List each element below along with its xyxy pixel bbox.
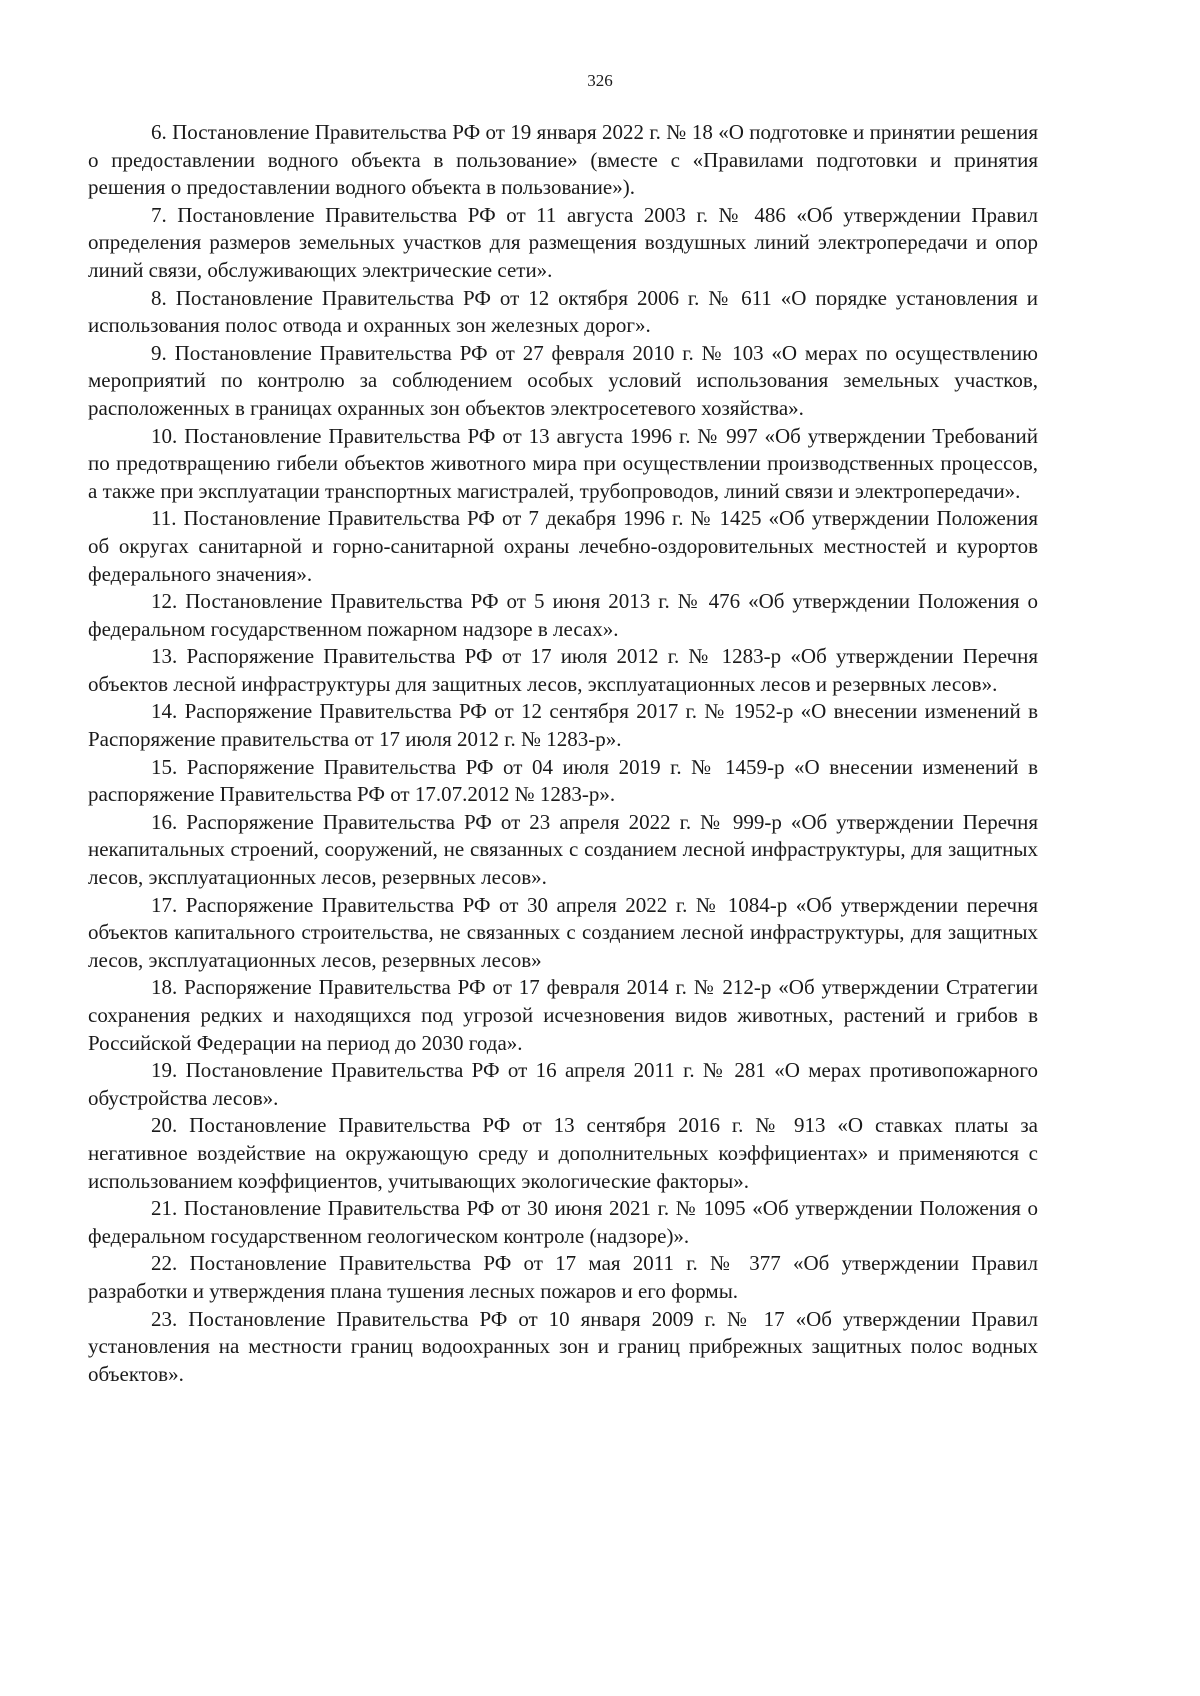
list-item: 8. Постановление Правительства РФ от 12 октября 2006 г. № 611 «О порядке установления и использования полос отвода и охранных зон железных дорог». bbox=[88, 285, 1038, 338]
list-item: 18. Распоряжение Правительства РФ от 17 февраля 2014 г. № 212-р «Об утверждении Стратегии сохранения редких и находящихся под угрозой исчезновения видов животных, растений и грибов в Российской Федерации на период до 2030 года». bbox=[88, 975, 1038, 1055]
list-item: 13. Распоряжение Правительства РФ от 17 июля 2012 г. № 1283-р «Об утверждении Перечня объектов лесной инфраструктуры для защитных лесов, эксплуатационных лесов и резервных лесов». bbox=[88, 644, 1038, 696]
list-item: 9. Постановление Правительства РФ от 27 февраля 2010 г. № 103 «О мерах по осуществлению мероприятий по контролю за соблюдением особых условий использования земельных участков, расположенных в границах охранных зон объектов электросетевого хозяйства». bbox=[88, 340, 1038, 420]
list-item: 17. Распоряжение Правительства РФ от 30 апреля 2022 г. № 1084-р «Об утверждении перечня объектов капитального строительства, не связанных с созданием лесной инфраструктуры, для защитных лесов, эксплуатационных лесов, резервных лесов» bbox=[88, 892, 1038, 972]
list-item: 12. Постановление Правительства РФ от 5 июня 2013 г. № 476 «Об утверждении Положения о федеральном государственном пожарном надзоре в лесах». bbox=[88, 589, 1038, 641]
list-item: 22. Постановление Правительства РФ от 17 мая 2011 г. № 377 «Об утверждении Правил разработки и утверждения плана тушения лесных пожаров и его формы. bbox=[88, 1251, 1038, 1303]
list-item: 19. Постановление Правительства РФ от 16 апреля 2011 г. № 281 «О мерах противопожарного обустройства лесов». bbox=[88, 1058, 1038, 1110]
page-number: 326 bbox=[587, 71, 613, 90]
list-item: 10. Постановление Правительства РФ от 13 августа 1996 г. № 997 «Об утверждении Требований по предотвращению гибели объектов животного мира при осуществлении производственных процессов, а также при эксплуатации транспортных магистралей, трубопроводов, линий связи и электропередачи». bbox=[88, 423, 1038, 503]
list-item: 23. Постановление Правительства РФ от 10 января 2009 г. № 17 «Об утверждении Правил установления на местности границ водоохранных зон и границ прибрежных защитных полос водных объектов». bbox=[88, 1306, 1038, 1386]
list-item: 7. Постановление Правительства РФ от 11 августа 2003 г. № 486 «Об утверждении Правил определения размеров земельных участков для размещения воздушных линий электропередачи и опор линий связи, обслуживающих электрические сети». bbox=[88, 202, 1038, 282]
references-list bbox=[88, 119, 1038, 1388]
list-item: 15. Распоряжение Правительства РФ от 04 июля 2019 г. № 1459-р «О внесении изменений в распоряжение Правительства РФ от 17.07.2012 № 1283-р». bbox=[88, 754, 1038, 807]
list-item: 6. Постановление Правительства РФ от 19 января 2022 г. № 18 «О подготовке и принятии решения о предоставлении водного объекта в пользование» (вместе с «Правилами подготовки и принятия решения о предоставлении водного объекта в пользование»). bbox=[88, 120, 1038, 200]
list-item: 11. Постановление Правительства РФ от 7 декабря 1996 г. № 1425 «Об утверждении Положения об округах санитарной и горно-санитарной охраны лечебно-оздоровительных местностей и курортов федерального значения». bbox=[88, 506, 1038, 586]
list-item: 14. Распоряжение Правительства РФ от 12 сентября 2017 г. № 1952-р «О внесении изменений в Распоряжение правительства от 17 июля 2012 г. № 1283-р». bbox=[88, 699, 1038, 752]
list-item: 21. Постановление Правительства РФ от 30 июня 2021 г. № 1095 «Об утверждении Положения о федеральном государственном геологическом контроле (надзоре)». bbox=[88, 1196, 1038, 1248]
list-item: 16. Распоряжение Правительства РФ от 23 апреля 2022 г. № 999-р «Об утверждении Перечня некапитальных строений, сооружений, не связанных с созданием лесной инфраструктуры, для защитных лесов, эксплуатационных лесов, резервных лесов». bbox=[88, 809, 1038, 890]
list-item: 20. Постановление Правительства РФ от 13 сентября 2016 г. № 913 «О ставках платы за негативное воздействие на окружающую среду и дополнительных коэффициентах» и применяются с использованием коэффициентов, учитывающих экологические факторы». bbox=[88, 1113, 1038, 1193]
